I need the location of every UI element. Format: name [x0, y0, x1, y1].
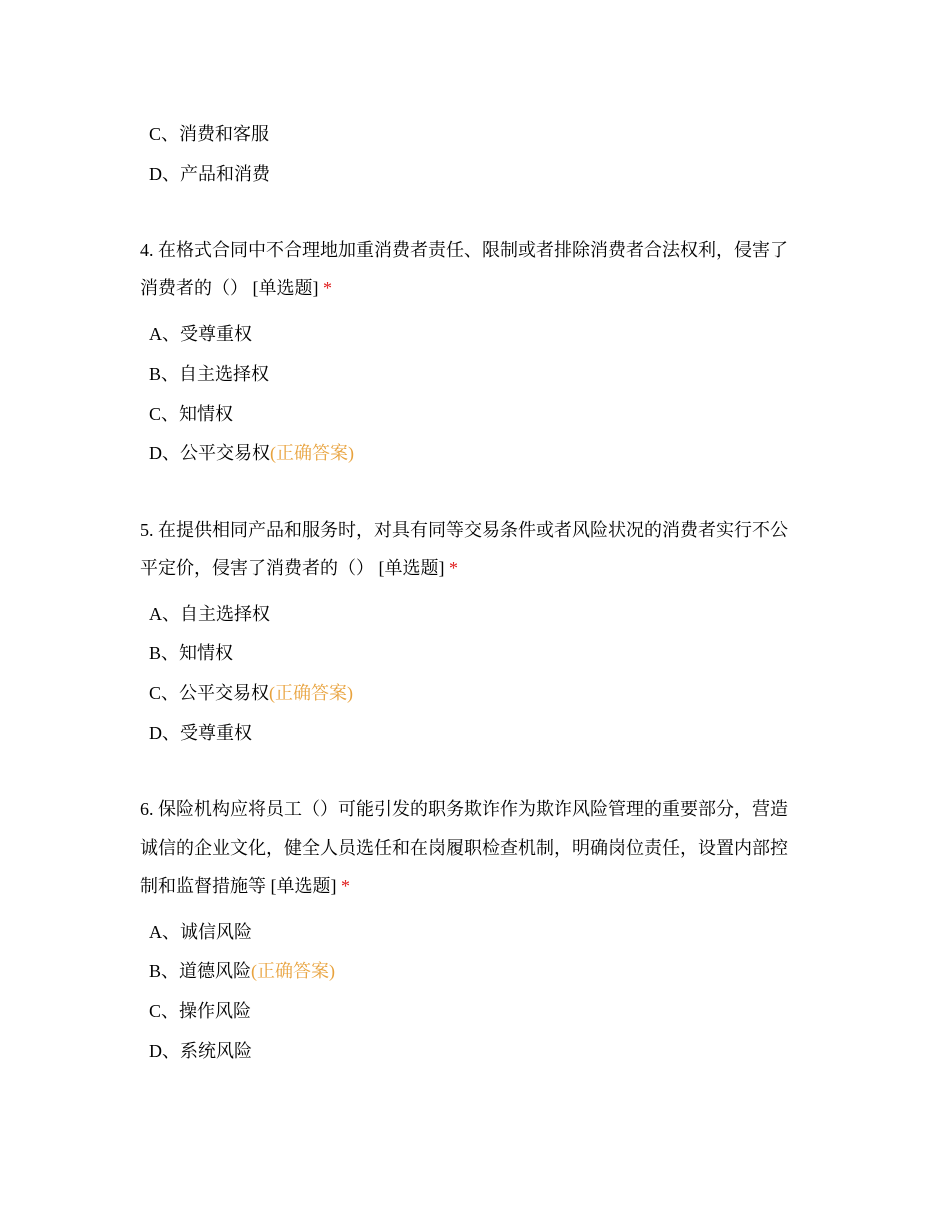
q4-option-c[interactable] — [149, 402, 233, 426]
question-text: 消费者的（） [单选题] — [140, 278, 319, 298]
option-label: A、受尊重权 — [149, 324, 252, 344]
option-label: D、产品和消费 — [149, 164, 270, 184]
q3-option-d[interactable] — [149, 162, 270, 186]
q5-option-d[interactable] — [149, 721, 252, 745]
correct-answer-tag: (正确答案) — [269, 683, 354, 703]
option-label: D、公平交易权 — [149, 443, 270, 463]
q4-option-a[interactable] — [149, 322, 252, 346]
option-label: D、系统风险 — [149, 1041, 252, 1061]
question-text: 制和监督措施等 [单选题] — [140, 876, 337, 896]
q5-option-c[interactable] — [149, 681, 353, 705]
q4-title-line1: 4. 在格式合同中不合理地加重消费者责任、限制或者排除消费者合法权利，侵害了 — [140, 240, 788, 260]
q4-option-d[interactable] — [149, 441, 354, 465]
q5-title-line1: 5. 在提供相同产品和服务时，对具有同等交易条件或者风险状况的消费者实行不公 — [140, 520, 788, 540]
q5-title-line2 — [140, 556, 458, 580]
q4-option-b[interactable] — [149, 362, 269, 386]
required-marker: * — [341, 876, 350, 896]
option-label: D、受尊重权 — [149, 723, 252, 743]
option-label: C、知情权 — [149, 404, 234, 424]
option-label: A、自主选择权 — [149, 604, 270, 624]
q6-option-c[interactable] — [149, 999, 251, 1023]
question-text: 平定价，侵害了消费者的（） [单选题] — [140, 558, 445, 578]
correct-answer-tag: (正确答案) — [270, 443, 354, 463]
required-marker: * — [449, 558, 458, 578]
q6-option-d[interactable] — [149, 1039, 252, 1063]
correct-answer-tag: (正确答案) — [251, 961, 336, 981]
option-label: A、诚信风险 — [149, 922, 252, 942]
option-label: B、道德风险 — [149, 961, 252, 981]
option-label: C、操作风险 — [149, 1001, 252, 1021]
q4-title-line2 — [140, 276, 332, 300]
option-label: B、知情权 — [149, 643, 234, 663]
required-marker: * — [323, 278, 332, 298]
q5-option-a[interactable] — [149, 602, 270, 626]
q5-option-b[interactable] — [149, 641, 233, 665]
option-label: C、消费和客服 — [149, 124, 270, 144]
option-label: C、公平交易权 — [149, 683, 270, 703]
option-label: B、自主选择权 — [149, 364, 270, 384]
q3-option-c[interactable] — [149, 122, 269, 146]
q6-title-line3 — [140, 874, 350, 898]
q6-option-a[interactable] — [149, 920, 252, 944]
q6-option-b[interactable] — [149, 959, 335, 983]
q6-title-line2: 诚信的企业文化，健全人员选任和在岗履职检查机制，明确岗位责任，设置内部控 — [140, 838, 788, 858]
q6-title-line1: 6. 保险机构应将员工（）可能引发的职务欺诈作为欺诈风险管理的重要部分，营造 — [140, 799, 788, 819]
